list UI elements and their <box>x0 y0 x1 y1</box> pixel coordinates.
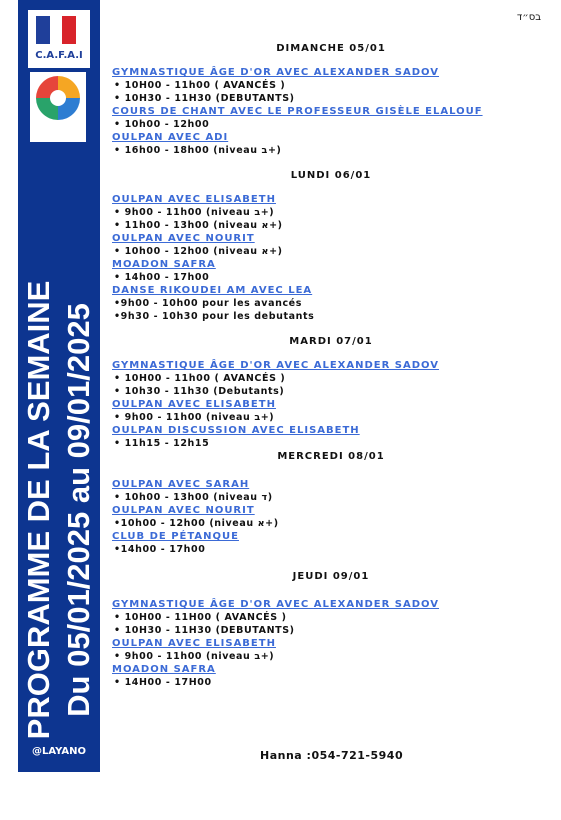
vertical-title <box>19 200 99 820</box>
logo-text: C.A.F.A.I <box>35 50 83 61</box>
community-logo <box>30 72 86 142</box>
activity-title[interactable]: OULPAN DISCUSSION AVEC ELISABETH <box>112 425 360 436</box>
activity-title[interactable]: CLUB DE PÉTANQUE <box>112 531 239 542</box>
time-line: • 10h30 - 11h30 (Debutants) <box>114 386 285 397</box>
activity-title[interactable]: GYMNASTIQUE ÂGE D'OR AVEC ALEXANDER SADOV <box>112 67 440 78</box>
activity-title[interactable]: DANSE RIKOUDEI AM AVEC LEA <box>112 285 313 296</box>
day-heading: JEUDI 09/01 <box>292 571 370 582</box>
cafai-logo <box>28 10 90 68</box>
activity-title[interactable]: OULPAN AVEC ADI <box>112 132 229 143</box>
day-heading: LUNDI 06/01 <box>290 170 372 181</box>
contact-phone: Hanna :054-721-5940 <box>260 749 404 762</box>
activity-title[interactable]: OULPAN AVEC NOURIT <box>112 505 255 516</box>
schedule <box>112 42 532 689</box>
time-line: • 11h00 - 13h00 (niveau א+) <box>114 220 283 231</box>
activity-title[interactable]: COURS DE CHANT AVEC LE PROFESSEUR GISÈLE ELALOUF <box>112 106 483 117</box>
day-heading: DIMANCHE 05/01 <box>276 43 386 54</box>
time-line: • 10h00 - 13h00 (niveau ד) <box>114 492 273 503</box>
time-line: •14h00 - 17h00 <box>114 544 206 555</box>
time-line: • 9h00 - 11h00 (niveau ב+) <box>114 651 275 662</box>
title-line-1: PROGRAMME DE LA SEMAINE <box>21 280 56 740</box>
time-line: • 10H30 - 11H30 (DEBUTANTS) <box>114 625 295 636</box>
time-line: • 11h15 - 12h15 <box>114 438 210 449</box>
activity-title[interactable]: GYMNASTIQUE ÂGE D'OR AVEC ALEXANDER SADOV <box>112 599 440 610</box>
activity-title[interactable]: GYMNASTIQUE ÂGE D'OR AVEC ALEXANDER SADOV <box>112 360 440 371</box>
flag-icon <box>36 16 50 44</box>
activity-title[interactable]: OULPAN AVEC SARAH <box>112 479 250 490</box>
day-heading: MERCREDI 08/01 <box>277 451 385 462</box>
bsd-mark: בס״ד <box>516 12 541 23</box>
activity-title[interactable]: MOADON SAFRA <box>112 664 216 675</box>
activity-title[interactable]: OULPAN AVEC ELISABETH <box>112 194 276 205</box>
time-line: • 14H00 - 17H00 <box>114 677 212 688</box>
activity-title[interactable]: OULPAN AVEC ELISABETH <box>112 399 276 410</box>
activity-title[interactable]: MOADON SAFRA <box>112 259 216 270</box>
time-line: • 16h00 - 18h00 (niveau ב+) <box>114 145 282 156</box>
sidebar <box>18 0 100 772</box>
community-emblem-icon <box>36 76 80 120</box>
time-line: • 10H00 - 11h00 ( AVANCÉS ) <box>114 373 286 384</box>
time-line: • 10H30 - 11H30 (DEBUTANTS) <box>114 93 295 104</box>
time-line: •9h00 - 10h00 pour les avancés <box>114 298 302 309</box>
time-line: • 10H00 - 11H00 ( AVANCÉS ) <box>114 612 287 623</box>
social-handle: @LAYANO <box>31 746 87 757</box>
time-line: • 10h00 - 12h00 (niveau א+) <box>114 246 283 257</box>
activity-title[interactable]: OULPAN AVEC ELISABETH <box>112 638 276 649</box>
activity-title[interactable]: OULPAN AVEC NOURIT <box>112 233 255 244</box>
title-line-2: Du 05/01/2025 au 09/01/2025 <box>61 303 96 717</box>
day-heading: MARDI 07/01 <box>289 336 373 347</box>
time-line: • 10h00 - 12h00 <box>114 119 210 130</box>
time-line: • 9h00 - 11h00 (niveau ב+) <box>114 207 275 218</box>
time-line: • 9h00 - 11h00 (niveau ב+) <box>114 412 275 423</box>
time-line: • 10H00 - 11h00 ( AVANCÉS ) <box>114 80 286 91</box>
time-line: • 14h00 - 17h00 <box>114 272 210 283</box>
time-line: •10h00 - 12h00 (niveau א+) <box>114 518 279 529</box>
time-line: •9h30 - 10h30 pour les debutants <box>114 311 315 322</box>
